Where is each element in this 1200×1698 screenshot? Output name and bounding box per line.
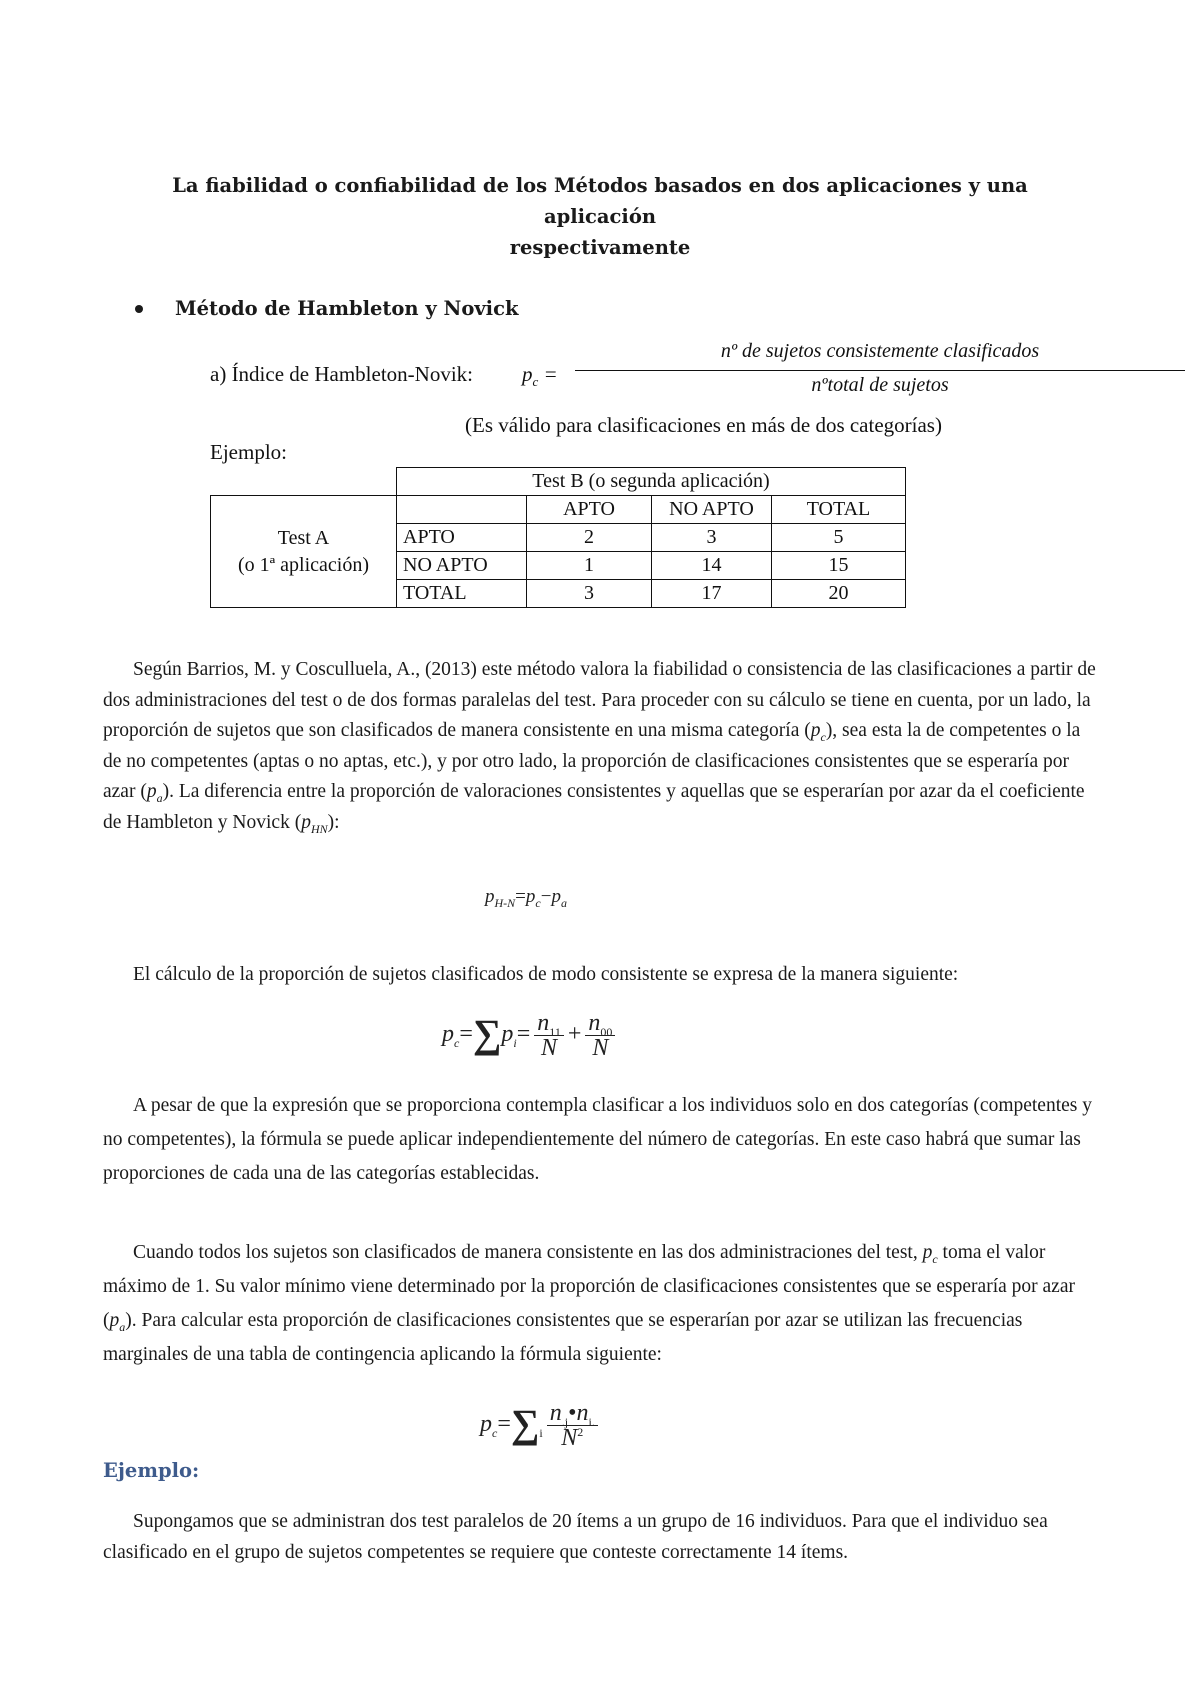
paragraph-pc-calculo: El cálculo de la proporción de sujetos clasificados de modo consistente se expresa de la manera siguiente: bbox=[133, 964, 959, 985]
table-cell: 14 bbox=[652, 552, 772, 580]
table-cell: 15 bbox=[772, 552, 906, 580]
table-row bbox=[211, 496, 906, 524]
paragraph-supongamos: Supongamos que se administran dos test paralelos de 20 ítems a un grupo de 16 individuos. Para que el individuo sea clasificado en el grupo de sujetos competentes se requiere que conteste correctamente 14 ítems. bbox=[103, 1511, 1048, 1563]
table-cell: 3 bbox=[527, 580, 652, 608]
header-group-cell: Test B (o segunda aplicación) bbox=[397, 468, 906, 496]
table-cell: 3 bbox=[652, 524, 772, 552]
section-heading: Método de Hambleton y Novick bbox=[175, 297, 519, 320]
formula-numerator: nº de sujetos consistemente clasificados bbox=[720, 340, 1040, 362]
title-line-1: La fiabilidad o confiabilidad de los Métodos basados en dos aplicaciones y una aplicación bbox=[172, 174, 1028, 228]
hambleton-novick-figure bbox=[210, 340, 1040, 610]
validity-note: (Es válido para clasificaciones en más de dos categorías) bbox=[465, 413, 942, 437]
formula-pa: $p_c=\sum_i$ $\frac{n_{.j}•n_{i.}}{N^2}$ bbox=[480, 1400, 602, 1450]
fraction-line bbox=[575, 370, 1185, 371]
figure-example-label: Ejemplo: bbox=[210, 440, 287, 464]
table-cell: 5 bbox=[772, 524, 906, 552]
blank-cell bbox=[397, 496, 527, 524]
formula-pc-sum: $p_c=\sum p_i=$ $\frac{n_{11}}{N}$ + $\frac{n_{00}}{N}$ bbox=[442, 1010, 619, 1060]
page-title bbox=[130, 170, 1070, 263]
paragraph-barrios: Según Barrios, M. y Cosculluela, A., (2013) este método valora la fiabilidad o consistencia de las clasificaciones a partir de dos administraciones del test o de dos formas paralelas del test. Para proceder con su cálculo se tiene en cuenta, por un lado, la proporción de sujetos que son clasificados de manera consistente en una misma categoría $(p_c)$, sea esta la de competentes o la de no competentes (aptas o no aptas, etc.), y por otro lado, la proporción de clasificaciones consistentes que se esperaría por azar $(p_a)$. La diferencia entre la proporción de valoraciones consistentes y aquellas que se esperarían por azar da el coeficiente de Hambleton y Novick $(p_{HN})$: bbox=[103, 659, 1096, 836]
column-header: NO APTO bbox=[652, 496, 772, 524]
table-cell: 2 bbox=[527, 524, 652, 552]
column-header: APTO bbox=[527, 496, 652, 524]
side-label-cell: Test A (o 1ª aplicación) bbox=[211, 496, 397, 608]
table-cell: 17 bbox=[652, 580, 772, 608]
row-header: TOTAL bbox=[397, 580, 527, 608]
formula-phn: $p_{H-N}=p_c-p_a$ bbox=[485, 886, 567, 910]
bullet-icon bbox=[135, 305, 143, 313]
paragraph-cuando: Cuando todos los sujetos son clasificados de manera consistente en las dos administraciones del test, $p_c$ toma el valor máximo de 1. Su valor mínimo viene determinado por la proporción de clasificaciones consistentes que se esperaría por azar $(p_a)$. Para calcular esta proporción de clasificaciones consistentes que se esperarían por azar se utilizan las frecuencias marginales de una tabla de contingencia aplicando la fórmula siguiente: bbox=[103, 1242, 1075, 1365]
pc-symbol: $p_c$ = bbox=[522, 362, 558, 390]
row-header: NO APTO bbox=[397, 552, 527, 580]
title-line-2: respectivamente bbox=[509, 236, 691, 259]
example-heading: Ejemplo: bbox=[103, 1459, 200, 1482]
row-header: APTO bbox=[397, 524, 527, 552]
formula-denominator: nºtotal de sujetos bbox=[811, 374, 949, 396]
column-header: TOTAL bbox=[772, 496, 906, 524]
paragraph-a-pesar: A pesar de que la expresión que se proporciona contempla clasificar a los individuos solo en dos categorías (competentes y no competentes), la fórmula se puede aplicar independientemente del número de categorías. En este caso habrá que sumar las proporciones de cada una de las categorías establecidas. bbox=[103, 1095, 1092, 1184]
table-row bbox=[211, 468, 906, 496]
table-cell: 1 bbox=[527, 552, 652, 580]
index-label: a) Índice de Hambleton-Novik: bbox=[210, 362, 473, 386]
table-cell: 20 bbox=[772, 580, 906, 608]
contingency-table bbox=[210, 467, 906, 608]
